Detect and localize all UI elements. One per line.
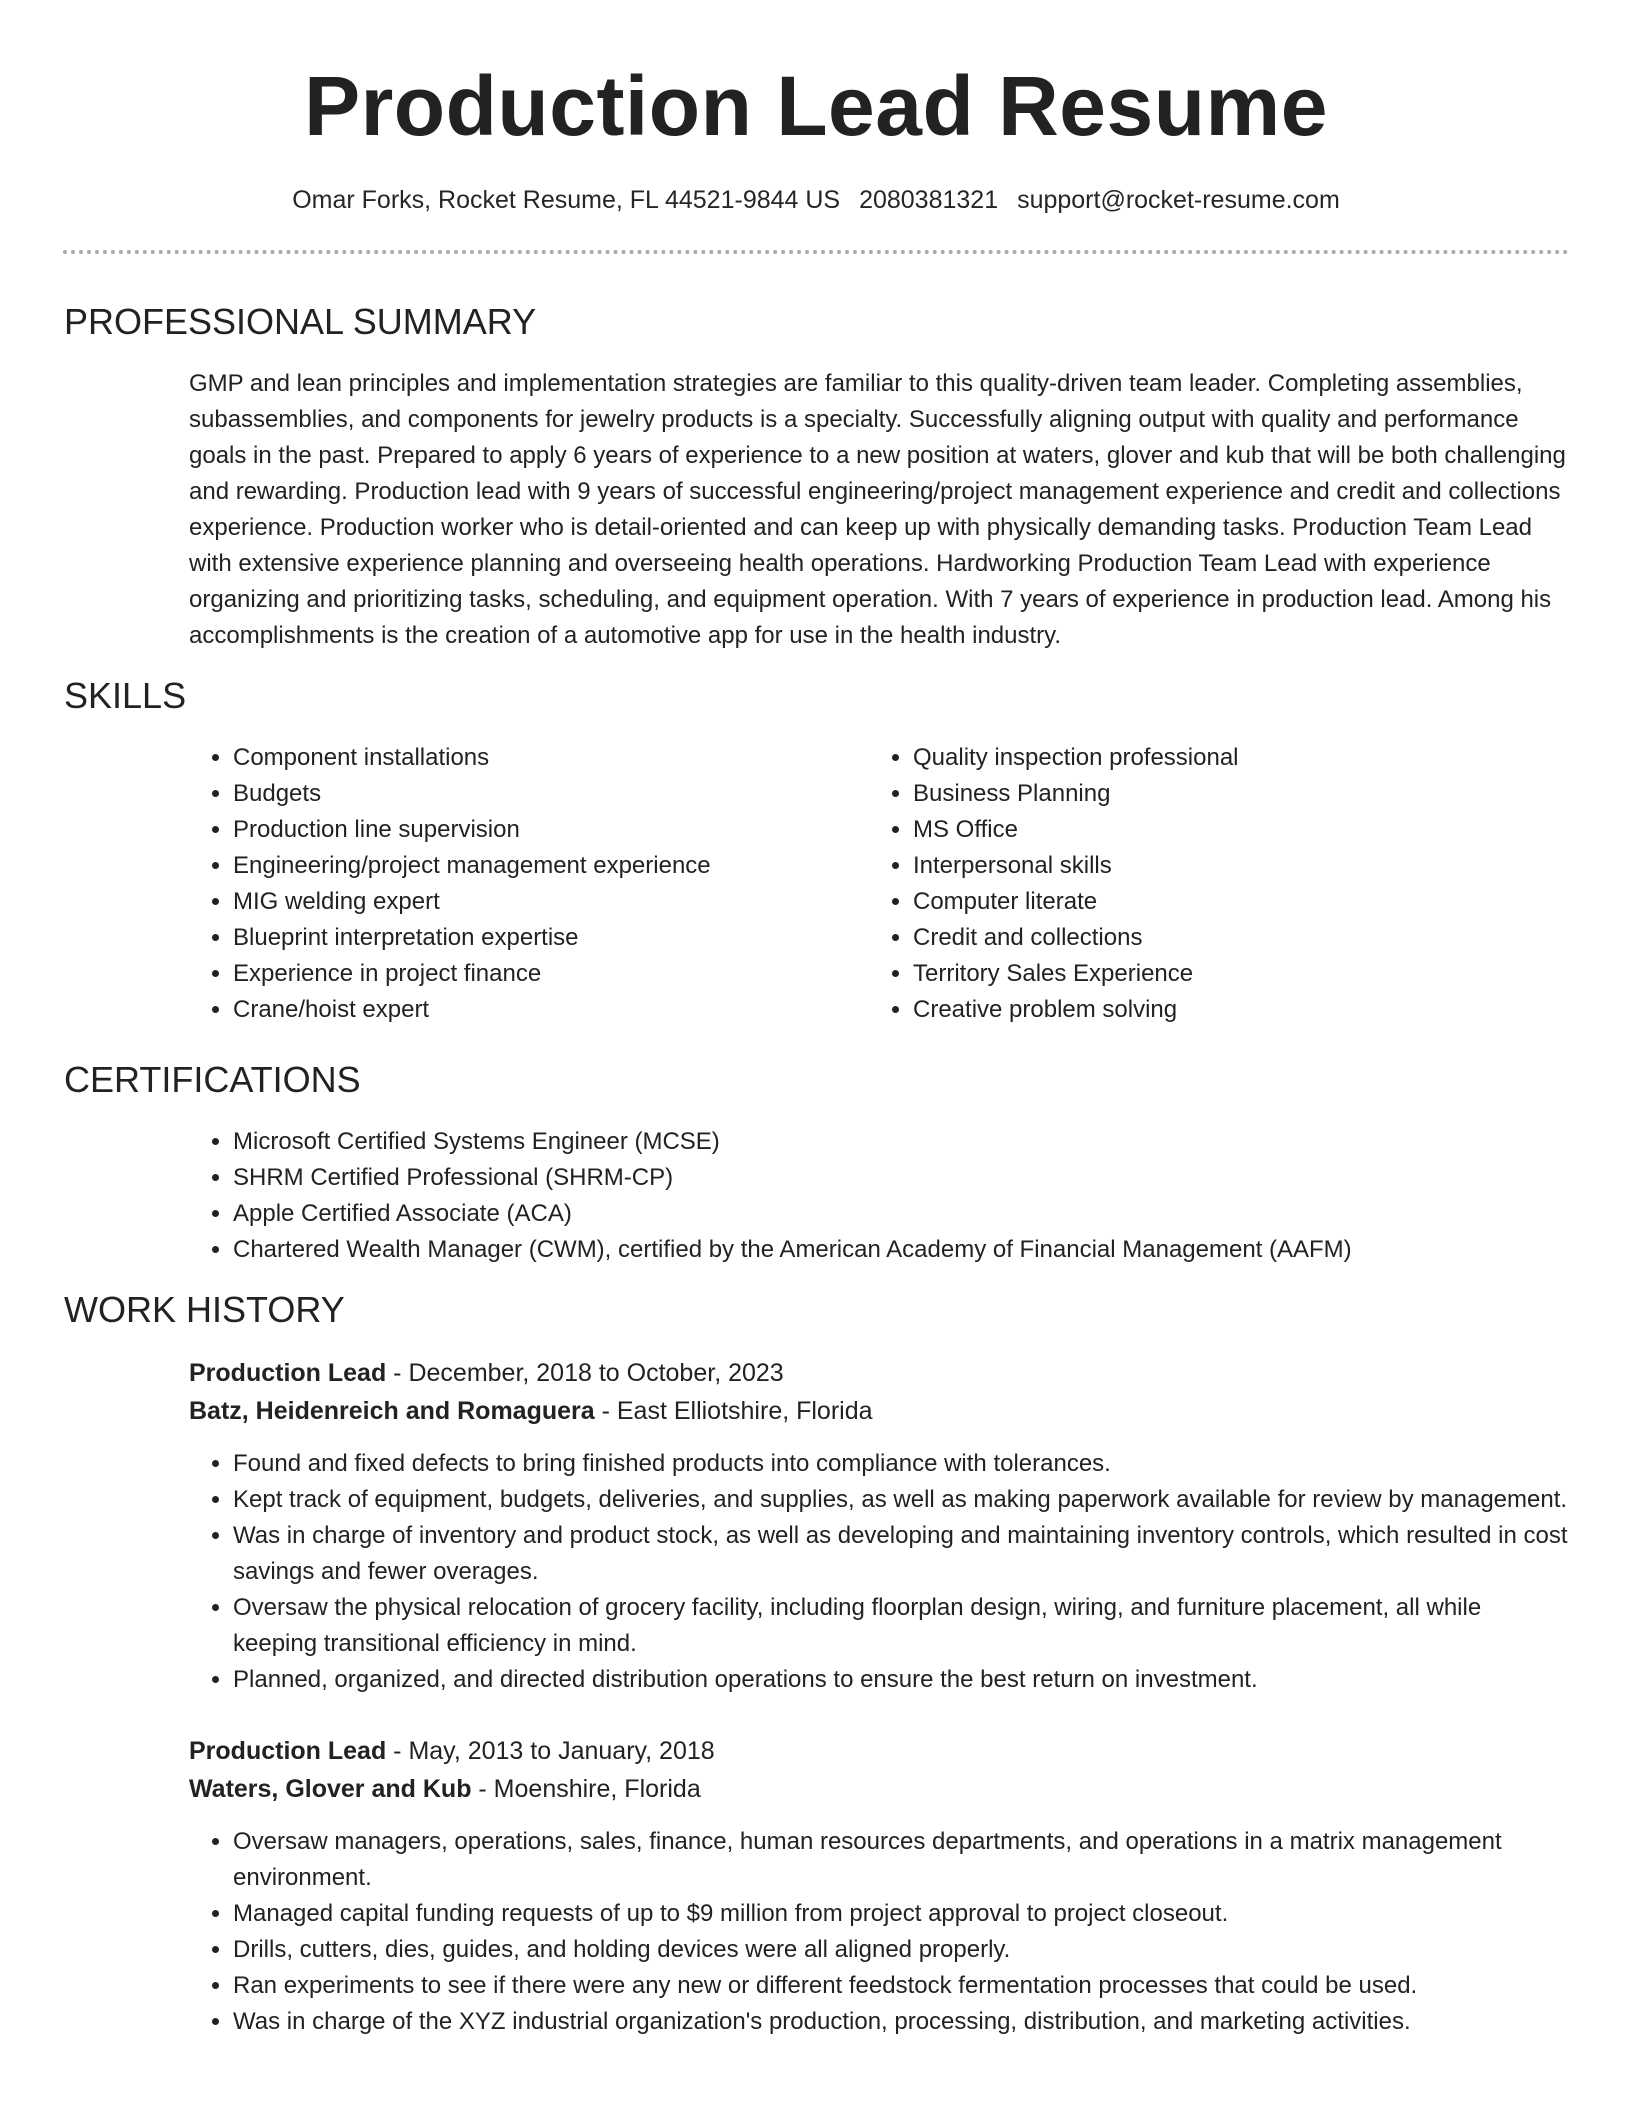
skill-item: • MIG welding expert [233, 884, 869, 920]
certifications-list [189, 1124, 1632, 1268]
skills-heading: SKILLS [64, 675, 187, 716]
skill-item: • Component installations [233, 740, 869, 776]
job-location: - Moenshire, Florida [471, 1775, 701, 1803]
job-company-line [189, 1770, 1568, 1808]
job-title-line [189, 1354, 1568, 1392]
job-company: Waters, Glover and Kub [189, 1775, 472, 1803]
contact-address: Omar Forks, Rocket Resume, FL 44521-9844 US [292, 186, 841, 214]
duty-item: • Found and fixed defects to bring finished products into compliance with tolerances. [233, 1446, 1568, 1482]
duty-item: • Managed capital funding requests of up to $9 million from project approval to project closeout. [233, 1896, 1568, 1932]
skill-item: • MS Office [913, 812, 1563, 848]
job-duties-list [189, 1824, 1568, 2040]
duty-item: • Was in charge of inventory and product stock, as well as developing and maintaining inventory controls, which resulted in cost savings and fewer overages. [233, 1518, 1568, 1590]
contact-line [0, 184, 1632, 216]
certification-item: • Chartered Wealth Manager (CWM), certified by the American Academy of Financial Management (AAFM) [233, 1232, 1632, 1268]
job-company-line [189, 1392, 1568, 1430]
job-entry [189, 1354, 1568, 1698]
skill-item: • Quality inspection professional [913, 740, 1563, 776]
job-title: Production Lead [189, 1737, 387, 1765]
skill-item: • Engineering/project management experience [233, 848, 869, 884]
resume-title: Production Lead Resume [304, 59, 1328, 153]
certification-item: • Apple Certified Associate (ACA) [233, 1196, 1632, 1232]
work-history-heading: WORK HISTORY [64, 1289, 345, 1330]
duty-item: • Kept track of equipment, budgets, deliveries, and supplies, as well as making paperwork available for review by management. [233, 1482, 1568, 1518]
skill-item: • Production line supervision [233, 812, 869, 848]
job-location: - East Elliotshire, Florida [594, 1397, 873, 1425]
duty-item: • Ran experiments to see if there were any new or different feedstock fermentation processes that could be used. [233, 1968, 1568, 2004]
summary-heading: PROFESSIONAL SUMMARY [64, 301, 537, 342]
job-duties-list [189, 1446, 1568, 1698]
contact-email: support@rocket-resume.com [1017, 186, 1340, 214]
skills-columns [189, 740, 1632, 1028]
job-title-line [189, 1732, 1568, 1770]
skill-item: • Business Planning [913, 776, 1563, 812]
skill-item: • Credit and collections [913, 920, 1563, 956]
skill-item: • Experience in project finance [233, 956, 869, 992]
contact-phone: 2080381321 [859, 186, 999, 214]
certification-item: • SHRM Certified Professional (SHRM-CP) [233, 1160, 1632, 1196]
duty-item: • Oversaw the physical relocation of grocery facility, including floorplan design, wiring, and furniture placement, all while keeping transitional efficiency in mind. [233, 1590, 1568, 1662]
skill-item: • Blueprint interpretation expertise [233, 920, 869, 956]
job-entry [189, 1732, 1568, 2040]
skill-item: • Creative problem solving [913, 992, 1563, 1028]
skill-item: • Budgets [233, 776, 869, 812]
job-dates: - December, 2018 to October, 2023 [386, 1359, 784, 1387]
skill-item: • Crane/hoist expert [233, 992, 869, 1028]
job-title: Production Lead [189, 1359, 387, 1387]
certifications-heading: CERTIFICATIONS [64, 1059, 361, 1100]
skills-list-right [869, 740, 1563, 1028]
duty-item: • Oversaw managers, operations, sales, finance, human resources departments, and operations in a matrix management environment. [233, 1824, 1568, 1896]
duty-item: • Planned, organized, and directed distribution operations to ensure the best return on investment. [233, 1662, 1568, 1698]
skill-item: • Territory Sales Experience [913, 956, 1563, 992]
job-company: Batz, Heidenreich and Romaguera [189, 1397, 595, 1425]
job-dates: - May, 2013 to January, 2018 [386, 1737, 715, 1765]
skills-list-left [189, 740, 869, 1028]
skill-item: • Interpersonal skills [913, 848, 1563, 884]
summary-text: GMP and lean principles and implementation strategies are familiar to this quality-driven team leader. Completing assemblies, subassemblies, and components for jewelry products is a specialty. Successfully aligning output with quality and performance goals in the past. Prepared to apply 6 years of experience to a new position at waters, glover and kub that will be both challenging and rewarding. Production lead with 9 years of successful engineering/project management experience and credit and collections experience. Production worker who is detail-oriented and can keep up with physically demanding tasks. Production Team Lead with extensive experience planning and overseeing health operations. Hardworking Production Team Lead with experience organizing and prioritizing tasks, scheduling, and equipment operation. With 7 years of experience in production lead. Among his accomplishments is the creation of a automotive app for use in the health industry. [189, 370, 1566, 649]
skill-item: • Computer literate [913, 884, 1563, 920]
header-divider [63, 250, 1569, 254]
duty-item: • Drills, cutters, dies, guides, and holding devices were all aligned properly. [233, 1932, 1568, 1968]
certification-item: • Microsoft Certified Systems Engineer (MCSE) [233, 1124, 1632, 1160]
duty-item: • Was in charge of the XYZ industrial organization's production, processing, distribution, and marketing activities. [233, 2004, 1568, 2040]
